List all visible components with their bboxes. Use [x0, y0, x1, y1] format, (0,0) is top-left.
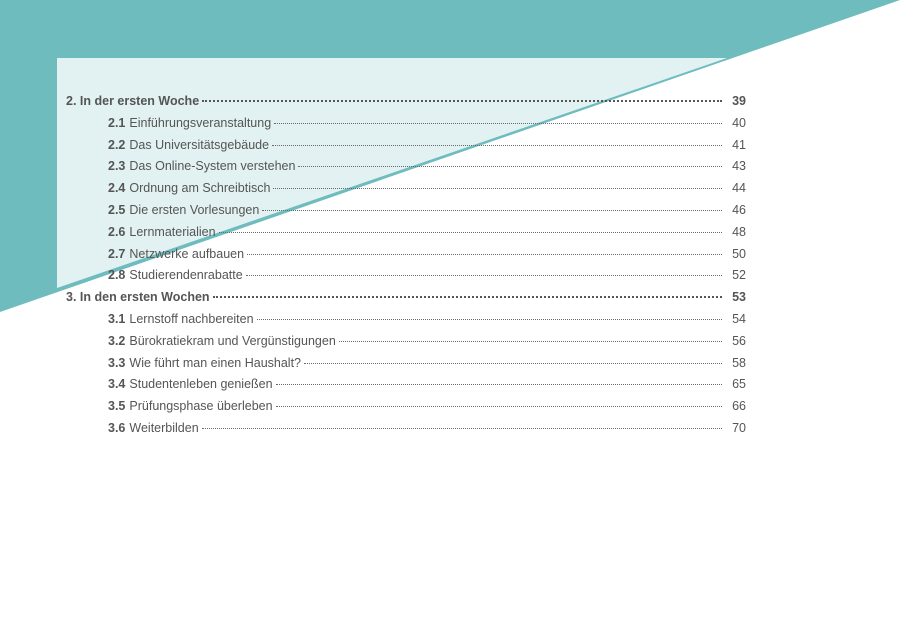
- section-title: Weiterbilden: [129, 420, 199, 435]
- page-number: 41: [732, 137, 746, 152]
- dot-leader: [276, 384, 722, 385]
- toc-chapter-row[interactable]: [66, 91, 746, 113]
- section-number: 2.7: [108, 246, 126, 261]
- section-title: Wie führt man einen Haushalt?: [129, 355, 302, 370]
- section-title: Prüfungsphase überleben: [129, 399, 273, 414]
- dot-leader: [298, 166, 722, 167]
- chapter-title: 3. In den ersten Wochen: [66, 290, 210, 305]
- table-of-contents: [66, 91, 746, 440]
- dot-leader: [246, 275, 722, 276]
- dot-leader: [257, 319, 722, 320]
- toc-section-row[interactable]: [66, 418, 746, 440]
- toc-section-row[interactable]: [66, 374, 746, 396]
- section-title: Bürokratiekram und Vergünstigungen: [129, 333, 336, 348]
- page-number: 56: [732, 333, 746, 348]
- toc-section-row[interactable]: [66, 222, 746, 244]
- section-title: Lernstoff nachbereiten: [129, 311, 254, 326]
- dot-leader: [273, 188, 722, 189]
- section-title: Einführungsveranstaltung: [129, 115, 272, 130]
- toc-section-row[interactable]: [66, 113, 746, 135]
- toc-section-row[interactable]: [66, 135, 746, 157]
- dot-leader: [339, 341, 722, 342]
- section-title: Lernmaterialien: [129, 224, 216, 239]
- section-number: 3.6: [108, 420, 126, 435]
- section-number: 3.4: [108, 377, 126, 392]
- section-number: 2.3: [108, 159, 126, 174]
- section-title: Ordnung am Schreibtisch: [129, 181, 271, 196]
- dot-leader: [202, 428, 722, 429]
- toc-section-row[interactable]: [66, 178, 746, 200]
- toc-section-row[interactable]: [66, 244, 746, 266]
- page-number: 65: [732, 377, 746, 392]
- section-number: 2.8: [108, 268, 126, 283]
- toc-section-row[interactable]: [66, 265, 746, 287]
- dot-leader: [219, 232, 722, 233]
- page-number: 53: [732, 290, 746, 305]
- page-number: 50: [732, 246, 746, 261]
- section-title: Netzwerke aufbauen: [129, 246, 245, 261]
- page-number: 40: [732, 115, 746, 130]
- toc-section-row[interactable]: [66, 353, 746, 375]
- page-number: 43: [732, 159, 746, 174]
- section-title: Das Universitätsgebäude: [129, 137, 270, 152]
- section-number: 3.1: [108, 311, 126, 326]
- page-number: 48: [732, 224, 746, 239]
- chapter-title: 2. In der ersten Woche: [66, 94, 200, 108]
- dot-leader: [262, 210, 722, 211]
- section-title: Studentenleben genießen: [129, 377, 273, 392]
- toc-section-row[interactable]: [66, 331, 746, 353]
- page-number: 66: [732, 399, 746, 414]
- section-number: 2.1: [108, 115, 126, 130]
- section-number: 3.2: [108, 333, 126, 348]
- dot-leader: [272, 145, 722, 146]
- toc-section-row[interactable]: [66, 396, 746, 418]
- dot-leader: [213, 296, 722, 298]
- section-title: Studierendenrabatte: [129, 268, 243, 283]
- page-number: 54: [732, 311, 746, 326]
- page-number: 46: [732, 202, 746, 217]
- page-number: 52: [732, 268, 746, 283]
- toc-section-row[interactable]: [66, 200, 746, 222]
- dot-leader: [304, 363, 722, 364]
- toc-section-row[interactable]: [66, 156, 746, 178]
- dot-leader: [274, 123, 722, 124]
- section-title: Die ersten Vorlesungen: [129, 202, 260, 217]
- section-number: 2.2: [108, 137, 126, 152]
- section-number: 2.4: [108, 181, 126, 196]
- toc-section-row[interactable]: [66, 309, 746, 331]
- toc-chapter-row[interactable]: [66, 287, 746, 309]
- dot-leader: [202, 100, 722, 102]
- dot-leader: [276, 406, 722, 407]
- page-number: 58: [732, 355, 746, 370]
- section-number: 3.3: [108, 355, 126, 370]
- section-number: 2.6: [108, 224, 126, 239]
- section-number: 2.5: [108, 202, 126, 217]
- page-number: 44: [732, 181, 746, 196]
- section-number: 3.5: [108, 399, 126, 414]
- page-number: 70: [732, 420, 746, 435]
- section-title: Das Online-System verstehen: [129, 159, 296, 174]
- dot-leader: [247, 254, 722, 255]
- page-number: 39: [732, 94, 746, 108]
